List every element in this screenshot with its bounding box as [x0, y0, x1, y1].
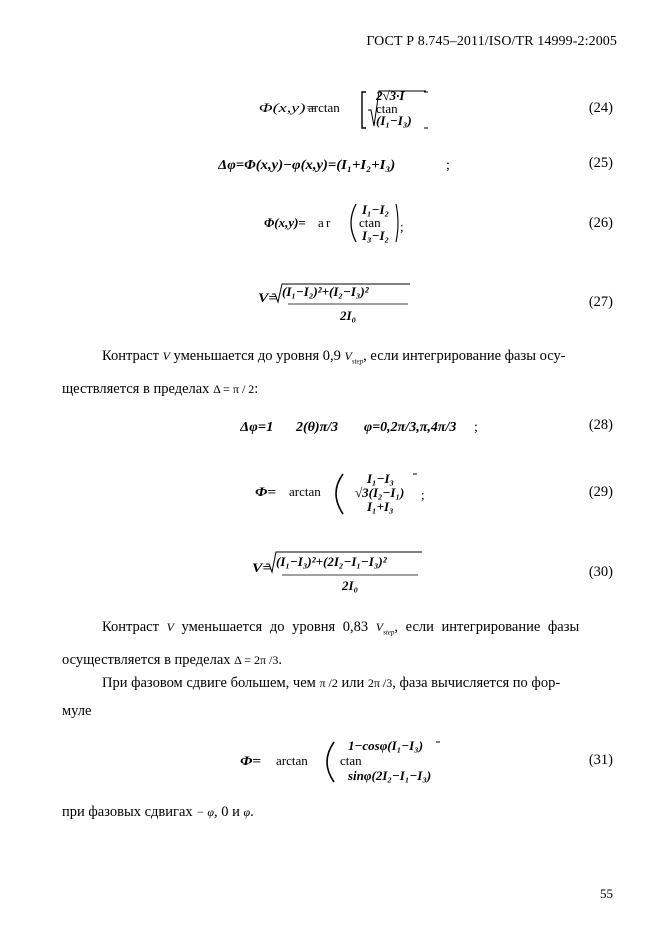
inline-math-delta-pi2: Δ = π / 2	[213, 382, 255, 397]
paragraph-phase-shift	[62, 669, 613, 725]
inline-math-minus-phi: − φ	[196, 805, 215, 819]
svg-text:;: ;	[421, 487, 425, 502]
paragraph-2-text-e: .	[278, 652, 283, 669]
equation-25-formula	[218, 150, 454, 176]
equation-28	[0, 412, 661, 452]
equation-24-number: (24)	[588, 100, 613, 116]
inline-math-V-step	[344, 349, 364, 366]
svg-text:2√3·I: 2√3·I	[376, 88, 405, 103]
svg-text:I₁−I₂: I₁−I₂	[362, 202, 390, 217]
equation-26-formula	[264, 200, 414, 246]
paragraph-2-text-b: уменьшается до уровня 0,83	[181, 619, 369, 635]
inline-math-V: V	[162, 349, 170, 363]
svg-text:ctan: ctan	[359, 215, 381, 230]
paragraph-3-text-a: При фазовом сдвиге большем, чем	[102, 675, 316, 691]
svg-text:V=: V=	[252, 561, 272, 576]
svg-text:Φ(x,y)=: Φ(x,y)=	[264, 215, 306, 230]
svg-text:I₁+I₃: I₁+I₃	[367, 499, 394, 514]
svg-text:Φ=: Φ=	[240, 754, 262, 769]
inline-math-V-step-2	[375, 620, 395, 637]
equation-27-number: (27)	[588, 294, 613, 310]
svg-text:Φ=: Φ=	[255, 485, 277, 500]
inline-math-2pi3: 2π /3	[367, 676, 393, 690]
paragraph-1-text-a: Контраст	[102, 348, 159, 364]
equation-27-formula	[258, 280, 418, 324]
paragraph-contrast-09	[62, 342, 613, 403]
paragraph-4-text-b: , 0 и	[214, 804, 240, 820]
equation-28-formula	[240, 412, 480, 438]
svg-text:ctan: ctan	[340, 753, 362, 768]
equation-30	[0, 548, 661, 593]
equation-24-formula	[256, 88, 432, 132]
svg-text:;: ;	[474, 420, 478, 435]
inline-math-V-step-2-main: V	[375, 620, 384, 634]
svg-text:;: ;	[400, 219, 404, 234]
inline-math-V-step-sub: step	[351, 357, 364, 366]
svg-text:(I₁−I₃)²+(2I₂−I₁−I₃)²: (I₁−I₃)²+(2I₂−I₁−I₃)²	[276, 554, 387, 569]
svg-text:Δφ=Φ(x,y)−φ(x,y)=(I₁+I₂+I₃): Δφ=Φ(x,y)−φ(x,y)=(I₁+I₂+I₃)	[218, 157, 396, 173]
svg-text:arctan: arctan	[276, 753, 308, 768]
svg-text:(I₁−I₂)²+(I₂−I₃)²: (I₁−I₂)²+(I₂−I₃)²	[282, 284, 369, 299]
equation-31-formula	[240, 738, 450, 784]
paragraph-2-text-a: Контраст	[102, 619, 159, 635]
inline-math-V-2: V	[166, 620, 174, 634]
svg-text:1−cosφ(I₁−I₃): 1−cosφ(I₁−I₃)	[348, 738, 424, 753]
equation-24	[0, 88, 661, 128]
equation-31-number: (31)	[588, 752, 613, 768]
equation-31	[0, 738, 661, 783]
equation-29	[0, 470, 661, 514]
svg-text:2I₀: 2I₀	[340, 308, 357, 323]
paragraph-4-text-a: при фазовых сдвигах	[62, 804, 193, 820]
svg-text:φ=0,2π/3,π,4π/3: φ=0,2π/3,π,4π/3	[364, 420, 457, 435]
paragraph-2-text-d: осуществляется в пределах	[62, 652, 231, 669]
svg-text:r: r	[326, 215, 331, 230]
svg-text:Φ(x,y)=: Φ(x,y)=	[258, 101, 318, 116]
svg-text:I₃−I₂: I₃−I₂	[362, 228, 390, 243]
equation-29-formula	[255, 470, 435, 516]
equation-25	[0, 150, 661, 190]
paragraph-3-text-c: , фаза вычисляется по фор-	[392, 675, 561, 691]
paragraph-4-text-c: .	[250, 804, 254, 820]
svg-text:2I₀: 2I₀	[342, 578, 359, 593]
paragraph-phase-shifts	[62, 798, 613, 826]
svg-text:V=: V=	[258, 291, 278, 306]
inline-math-V-step-2-sub: step	[383, 628, 395, 637]
svg-text:Δφ=1: Δφ=1	[240, 419, 274, 435]
paragraph-1-text-b: уменьшается до уровня 0,9	[173, 348, 341, 364]
equation-29-number: (29)	[588, 484, 613, 500]
inline-math-phi: φ	[243, 805, 251, 819]
equation-26-number: (26)	[588, 215, 613, 231]
paragraph-3-text-d: муле	[62, 703, 92, 719]
paragraph-1-text-d: ществляется в пределах	[62, 381, 210, 398]
svg-text:arctan: arctan	[308, 100, 340, 115]
svg-text:√3(I₂−I₁): √3(I₂−I₁)	[355, 485, 405, 500]
paragraph-1-text-e: :	[254, 381, 259, 398]
paragraph-contrast-083	[62, 613, 613, 674]
svg-text:arctan: arctan	[289, 484, 321, 499]
svg-text:sinφ(2I₂−I₁−I₃): sinφ(2I₂−I₁−I₃)	[348, 768, 432, 783]
equation-30-number: (30)	[588, 564, 613, 580]
equation-25-number: (25)	[588, 155, 613, 171]
equation-27	[0, 280, 661, 323]
svg-text:I₁−I₃: I₁−I₃	[367, 471, 395, 486]
inline-math-pi2: π /2	[319, 676, 338, 690]
equation-28-number: (28)	[588, 417, 613, 433]
paragraph-3-text-b: или	[341, 675, 365, 691]
svg-text:2(θ)π/3: 2(θ)π/3	[296, 420, 339, 435]
svg-text:(I₁−I₃): (I₁−I₃)	[376, 113, 412, 128]
inline-math-delta-2pi3: Δ = 2π /3	[234, 653, 279, 668]
svg-text:a: a	[318, 215, 324, 230]
equation-30-formula	[252, 548, 432, 594]
page-number: 55	[600, 886, 613, 901]
paragraph-2-text-c: , если интегрирование фазы	[394, 619, 580, 635]
svg-text:;: ;	[446, 158, 450, 173]
equation-26	[0, 200, 661, 243]
inline-math-V-step-main: V	[344, 349, 352, 363]
document-header: ГОСТ Р 8.745–2011/ISO/TR 14999-2:2005	[366, 34, 617, 49]
svg-text:ctan: ctan	[376, 101, 398, 116]
paragraph-1-text-c: , если интегрирование фазы осу-	[363, 348, 566, 364]
